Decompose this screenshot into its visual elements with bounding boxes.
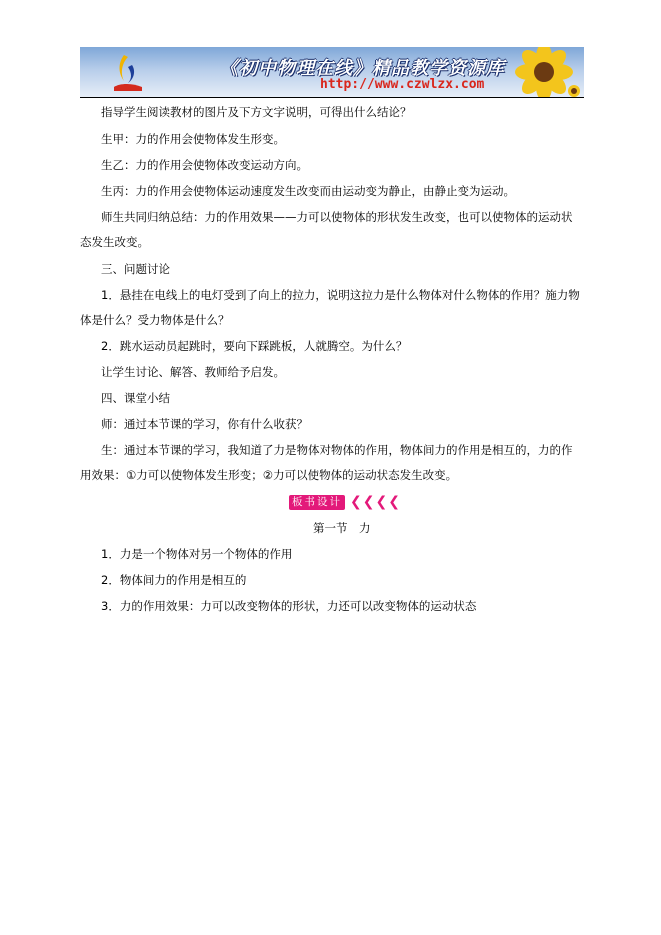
paragraph: 指导学生阅读教材的图片及下方文字说明，可得出什么结论？ [101,105,412,119]
header-divider [80,97,584,98]
paragraph: 师：通过本节课的学习，你有什么收获？ [101,417,308,431]
paragraph: 生：通过本节课的学习，我知道了力是物体对物体的作用，物体间力的作用是相互的，力的作 [101,443,573,457]
paragraph-continued: 用效果：①力可以使物体发生形变；②力可以使物体的运动状态发生改变。 [80,468,458,482]
paragraph: 生甲：力的作用会使物体发生形变。 [101,132,285,146]
paragraph: 让学生讨论、解答、教师给予启发。 [101,365,285,379]
section-heading: 三、问题讨论 [101,262,170,276]
chevron-left-icon: ❮❮❮❮ [350,494,401,510]
paragraph: 生丙：力的作用会使物体运动速度发生改变而由运动变为静止，由静止变为运动。 [101,184,515,198]
question: 2．跳水运动员起跳时，要向下踩跳板，人就腾空。为什么？ [101,339,408,353]
board-title: 第一节 力 [313,521,371,535]
sunflower-icon [474,47,584,97]
header-banner [80,47,584,97]
question-continued: 体是什么？受力物体是什么？ [80,313,230,327]
board-item: 2．物体间力的作用是相互的 [101,573,247,587]
paragraph: 生乙：力的作用会使物体改变运动方向。 [101,158,308,172]
board-item: 3．力的作用效果：力可以改变物体的形状，力还可以改变物体的运动状态 [101,599,477,613]
board-item: 1．力是一个物体对另一个物体的作用 [101,547,293,561]
paragraph: 师生共同归纳总结：力的作用效果——力可以使物体的形状发生改变，也可以使物体的运动状 [101,210,573,224]
paragraph-continued: 态发生改变。 [80,235,149,249]
question: 1．悬挂在电线上的电灯受到了向上的拉力，说明这拉力是什么物体对什么物体的作用？施力物 [101,288,580,302]
header-url: http://www.czwlzx.com [320,77,485,92]
section-heading: 四、课堂小结 [101,391,170,405]
logo-icon [110,53,144,93]
header-title: 《初中物理在线》精品教学资源库 [220,58,505,79]
board-design-label: 板书设计 [289,495,345,510]
